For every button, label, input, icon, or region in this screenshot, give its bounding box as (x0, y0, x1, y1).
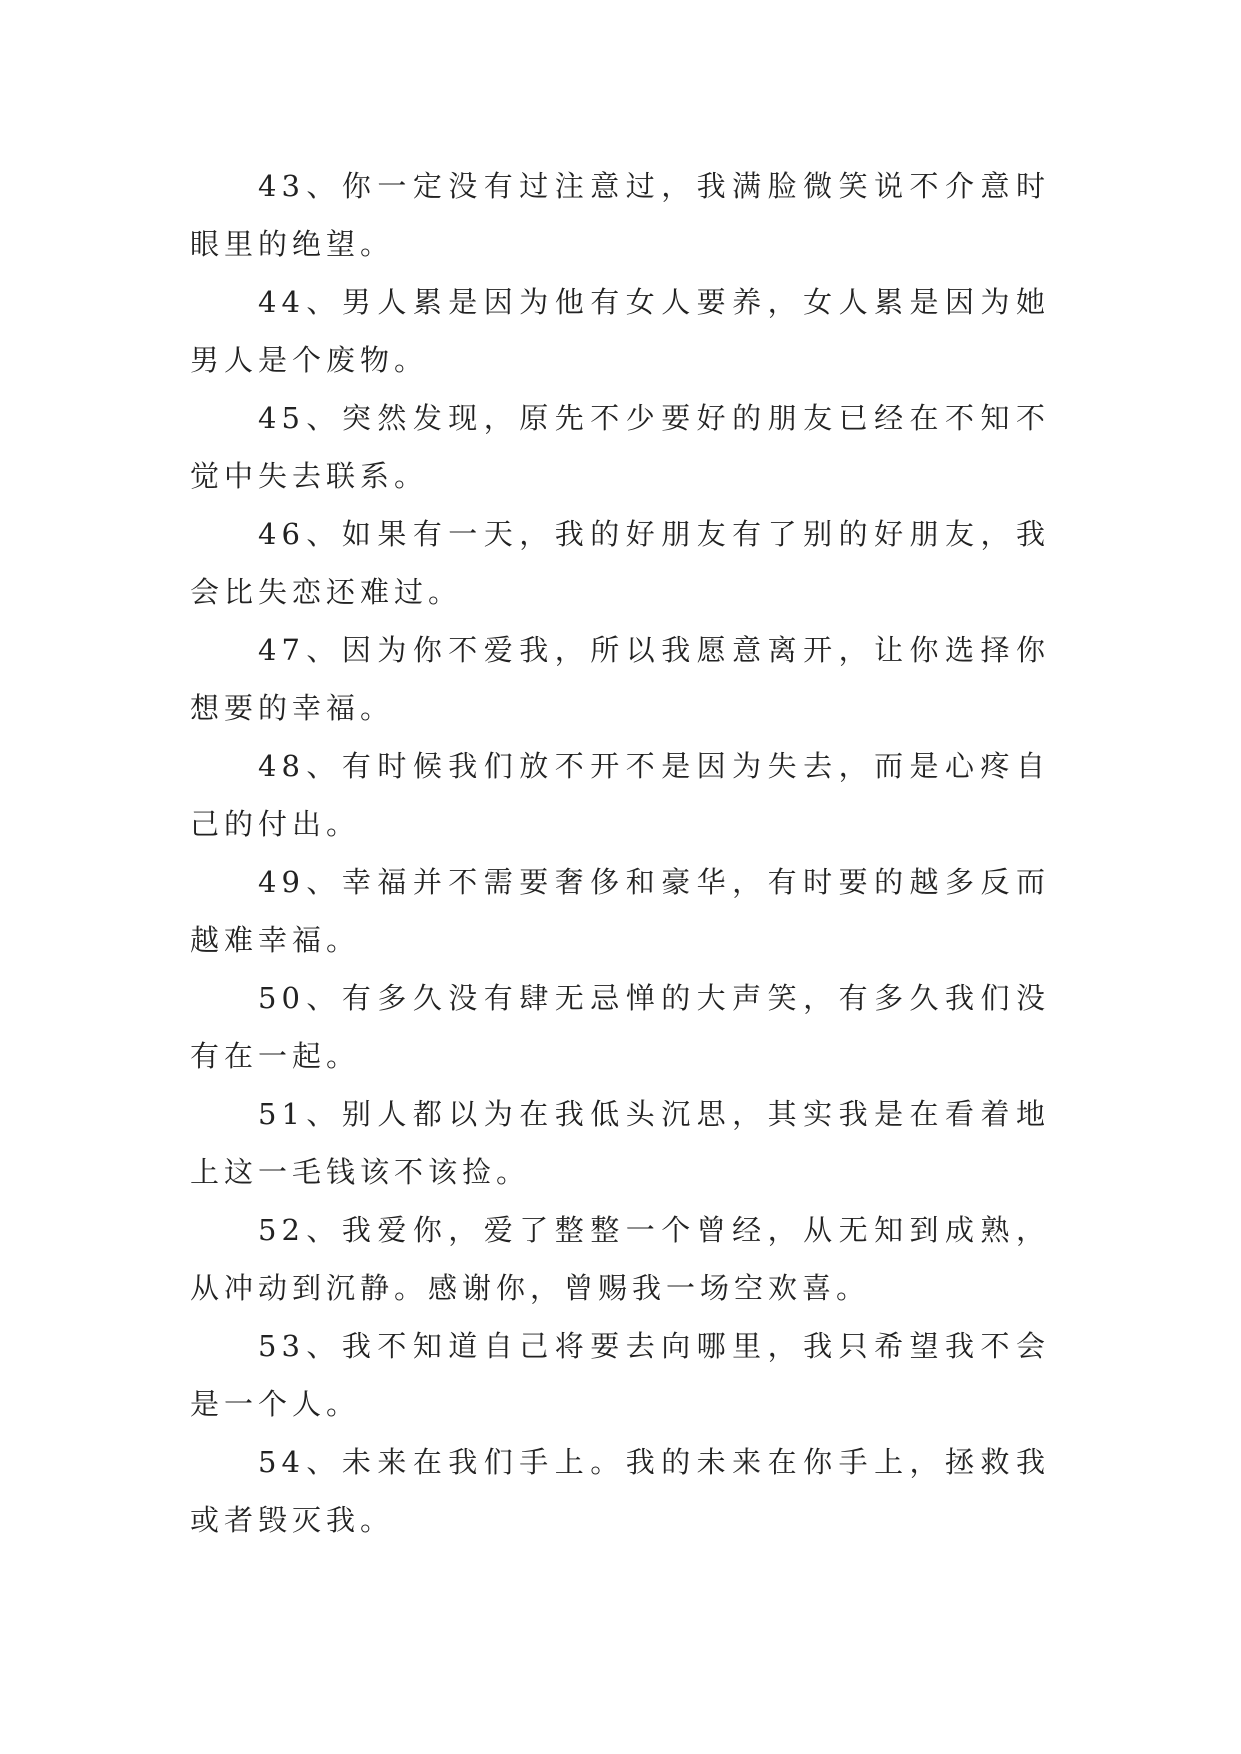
paragraph-46: 46、如果有一天，我的好朋友有了别的好朋友，我会比失恋还难过。 (190, 517, 1050, 609)
document-body (190, 157, 1050, 1549)
paragraph-43: 43、你一定没有过注意过，我满脸微笑说不介意时眼里的绝望。 (190, 169, 1050, 261)
paragraph-44: 44、男人累是因为他有女人要养，女人累是因为她男人是个废物。 (190, 285, 1050, 377)
paragraph-50: 50、有多久没有肆无忌惮的大声笑，有多久我们没有在一起。 (190, 981, 1050, 1073)
paragraph-45: 45、突然发现，原先不少要好的朋友已经在不知不觉中失去联系。 (190, 401, 1050, 493)
paragraph-49: 49、幸福并不需要奢侈和豪华，有时要的越多反而越难幸福。 (190, 865, 1050, 957)
paragraph-52: 52、我爱你，爱了整整一个曾经，从无知到成熟，从冲动到沉静。感谢你，曾赐我一场空欢喜。 (190, 1213, 1050, 1305)
paragraph-47: 47、因为你不爱我，所以我愿意离开，让你选择你想要的幸福。 (190, 633, 1050, 725)
paragraph-51: 51、别人都以为在我低头沉思，其实我是在看着地上这一毛钱该不该捡。 (190, 1097, 1050, 1189)
paragraph-48: 48、有时候我们放不开不是因为失去，而是心疼自己的付出。 (190, 749, 1050, 841)
paragraph-54: 54、未来在我们手上。我的未来在你手上，拯救我或者毁灭我。 (190, 1445, 1050, 1537)
paragraph-53: 53、我不知道自己将要去向哪里，我只希望我不会是一个人。 (190, 1329, 1050, 1421)
